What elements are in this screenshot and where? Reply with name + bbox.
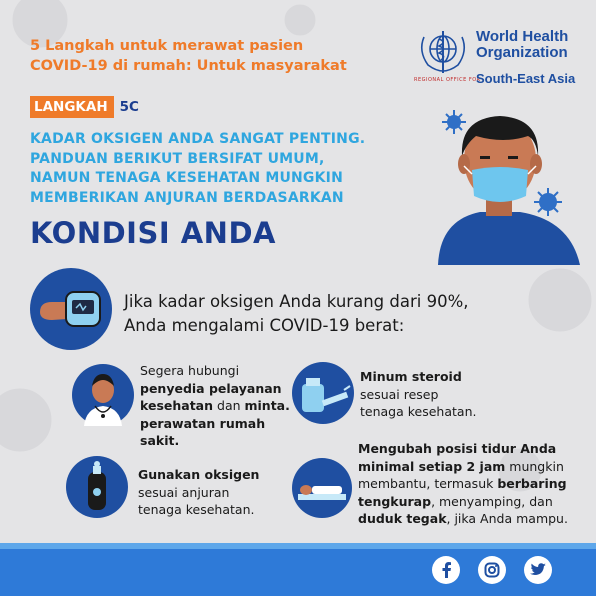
who-logo	[414, 27, 584, 89]
masked-person-illustration	[420, 100, 596, 265]
who-name: World Health Organization	[476, 28, 569, 61]
steroid-icon	[292, 362, 354, 424]
virus-icon	[442, 110, 466, 134]
instagram-icon[interactable]	[478, 556, 506, 584]
twitter-icon[interactable]	[524, 556, 552, 584]
virus-icon	[534, 188, 562, 216]
doctor-icon	[72, 364, 134, 426]
oximeter-icon	[30, 268, 112, 350]
title-line-1: 5 Langkah untuk merawat pasien	[30, 38, 304, 54]
item-call-text: Segera hubungi penyedia pelayanan kesehatan dan minta. perawatan rumah sakit.	[140, 363, 290, 448]
facebook-icon[interactable]	[432, 556, 460, 584]
who-region: South-East Asia	[476, 71, 576, 86]
step-number: 5C	[119, 99, 139, 115]
item-position-text: Mengubah posisi tidur Anda minimal setiap 2 jam mungkin membantu, termasuk berbaring tengkurap, menyamping, dan duduk tegak, jika Anda mampu.	[358, 441, 568, 526]
page-title	[30, 36, 410, 76]
lying-prone-icon	[292, 458, 352, 518]
item-oxygen-text: Gunakan oksigen sesuai anjuran tenaga kesehatan.	[138, 467, 260, 517]
step-badge: LANGKAH	[30, 96, 114, 118]
footer-bar	[0, 543, 596, 596]
step-label	[30, 96, 139, 118]
headline: KONDISI ANDA	[30, 216, 276, 250]
who-subtitle: REGIONAL OFFICE FOR	[414, 77, 481, 83]
lead-paragraph: KADAR OKSIGEN ANDA SANGAT PENTING. PANDUAN BERIKUT BERSIFAT UMUM, NAMUN TENAGA KESEHATAN MUNGKIN MEMBERIKAN ANJURAN BERDASARKAN	[30, 131, 366, 206]
title-line-2: COVID-19 di rumah: Untuk masyarakat	[30, 58, 347, 74]
footer-accent	[0, 543, 596, 549]
oxygen-tank-icon	[66, 456, 128, 518]
item-steroid-text: Minum steroid sesuai resep tenaga kesehatan.	[360, 369, 477, 419]
who-emblem-icon	[414, 27, 472, 77]
oximeter-text: Jika kadar oksigen Anda kurang dari 90%, Anda mengalami COVID-19 berat:	[124, 292, 469, 335]
